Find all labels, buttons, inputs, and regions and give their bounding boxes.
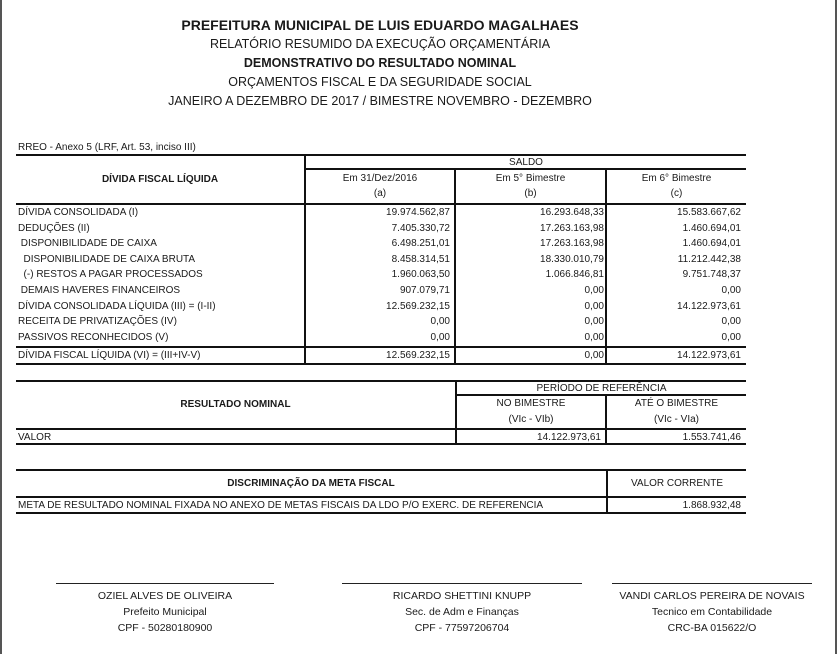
row-label: DEDUÇÕES (II) [18,223,90,234]
row-label: DÍVIDA CONSOLIDADA LÍQUIDA (III) = (I-II) [18,301,216,312]
col-sub-in-bimester: (VIc - VIb) [508,414,554,425]
col-header-in-bimester: NO BIMESTRE [496,398,566,409]
report-header [0,16,760,111]
report-name: RELATÓRIO RESUMIDO DA EXECUÇÃO ORÇAMENTÁRIA [209,37,551,51]
row-value: 0,00 [584,285,604,296]
col-header-6th-bimester: Em 6° Bimestre [641,173,712,184]
row-label: DEMAIS HAVERES FINANCEIROS [18,285,181,296]
row-value: 0,00 [430,332,450,343]
statement-title: DEMONSTRATIVO DO RESULTADO NOMINAL [243,56,517,70]
row-value: 17.263.163,98 [540,223,604,234]
row-value: 7.405.330,72 [391,223,450,234]
total-row-label: DÍVIDA FISCAL LÍQUIDA (VI) = (III+IV-V) [18,350,201,361]
signer-id: CPF - 77597206704 [414,622,510,634]
signer-name: OZIEL ALVES DE OLIVEIRA [97,590,233,602]
signer-role: Tecnico em Contabilidade [651,606,773,618]
total-row-value-a: 12.569.232,15 [386,350,450,361]
table-rule [16,346,746,348]
municipality-title: PREFEITURA MUNICIPAL DE LUIS EDUARDO MAGALHAES [181,17,579,33]
valor-label: VALOR [18,432,52,443]
current-value-header: VALOR CORRENTE [630,478,724,489]
signature-block-accountant [592,588,832,636]
row-value: 0,00 [584,316,604,327]
row-value: 11.212.442,38 [677,254,741,265]
table-rule [16,428,746,430]
row-value: 1.460.694,01 [682,238,741,249]
row-value: 16.293.648,33 [540,207,604,218]
row-label: RECEITA DE PRIVATIZAÇÕES (IV) [18,316,177,327]
col-header-5th-bimester: Em 5° Bimestre [495,173,566,184]
col-header-dec-2016: Em 31/Dez/2016 [342,173,418,184]
signature-block-secretary [342,588,582,636]
goal-row-value: 1.868.932,48 [682,500,741,511]
row-value: 18.330.010,79 [540,254,604,265]
row-value: 17.263.163,98 [540,238,604,249]
table-rule [16,512,746,514]
signer-name: RICARDO SHETTINI KNUPP [392,590,532,602]
row-value: 14.122.973,61 [677,301,741,312]
signature-line [612,583,812,584]
row-value: 0,00 [430,316,450,327]
signer-role: Sec. de Adm e Finanças [405,606,519,618]
col-sub-a: (a) [373,188,387,199]
signature-line [342,583,582,584]
row-label: DISPONIBILIDADE DE CAIXA [18,238,157,249]
col-sub-b: (b) [524,188,537,199]
row-value: 19.974.562,87 [386,207,450,218]
row-value: 0,00 [584,332,604,343]
row-value: 8.458.314,51 [391,254,450,265]
row-value: 12.569.232,15 [386,301,450,312]
table-rule [16,363,746,365]
row-value: 0,00 [584,301,604,312]
goal-table-title: DISCRIMINAÇÃO DA META FISCAL [227,478,395,489]
valor-up-to-bimester: 1.553.741,46 [682,432,741,443]
row-value: 907.079,71 [399,285,450,296]
col-sub-c: (c) [670,188,683,199]
valor-in-bimester: 14.122.973,61 [537,432,601,443]
row-value: 0,00 [721,285,741,296]
debt-table-title: DÍVIDA FISCAL LÍQUIDA [101,174,219,185]
row-label: DÍVIDA CONSOLIDADA (I) [18,207,139,218]
annex-label: RREO - Anexo 5 (LRF, Art. 53, inciso III) [18,142,196,153]
row-value: 1.960.063,50 [391,269,450,280]
budget-scope: ORÇAMENTOS FISCAL E DA SEGURIDADE SOCIAL [228,75,532,89]
signer-id: CPF - 50280180900 [117,622,213,634]
signature-block-mayor [45,588,285,636]
table-rule [16,496,746,498]
row-label: DISPONIBILIDADE DE CAIXA BRUTA [18,254,196,265]
reference-period-header: PERÍODO DE REFERÊNCIA [536,383,667,394]
row-value: 0,00 [721,332,741,343]
signer-id: CRC-BA 015622/O [667,622,757,634]
signature-line [56,583,274,584]
total-row-value-c: 14.122.973,61 [677,350,741,361]
col-header-up-to-bimester: ATÉ O BIMESTRE [634,398,719,409]
row-value: 1.460.694,01 [682,223,741,234]
goal-row-label: META DE RESULTADO NOMINAL FIXADA NO ANEXO DE METAS FISCAIS DA LDO P/O EXERC. DE REFERENCIA [18,500,544,511]
row-value: 9.751.748,37 [682,269,741,280]
row-value: 15.583.667,62 [677,207,741,218]
row-label: PASSIVOS RECONHECIDOS (V) [18,332,169,343]
saldo-header: SALDO [509,157,543,168]
table-rule [16,203,746,205]
reporting-period: JANEIRO A DEZEMBRO DE 2017 / BIMESTRE NOVEMBRO - DEZEMBRO [168,94,592,108]
table-rule [16,469,746,471]
col-sub-up-to-bimester: (VIc - VIa) [653,414,699,425]
signer-role: Prefeito Municipal [123,606,207,618]
nominal-table-title: RESULTADO NOMINAL [180,399,291,410]
row-label: (-) RESTOS A PAGAR PROCESSADOS [18,269,203,280]
total-row-value-b: 0,00 [584,350,604,361]
page-border-right [835,0,837,654]
signer-name: VANDI CARLOS PEREIRA DE NOVAIS [619,590,805,602]
row-value: 6.498.251,01 [391,238,450,249]
row-value: 1.066.846,81 [545,269,604,280]
row-value: 0,00 [721,316,741,327]
